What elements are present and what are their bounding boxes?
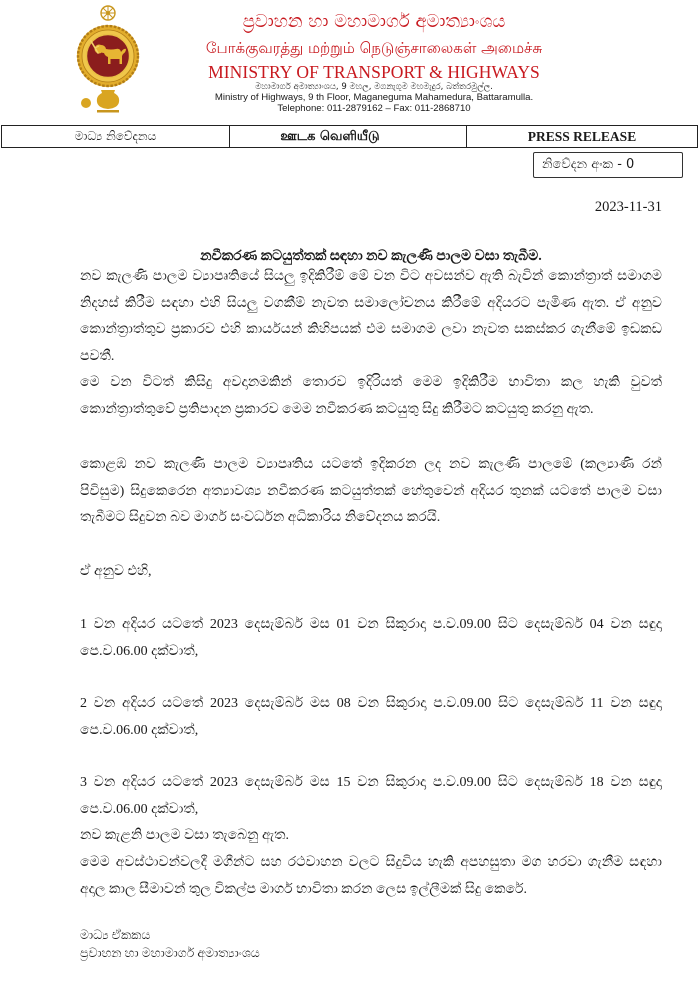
sri-lanka-emblem-icon	[75, 4, 141, 116]
phase-3	[80, 770, 662, 823]
paragraph-line: කොන්ත්‍රාත්තුව ප්‍රකාරව එහි කාර්යයන් කිහිපයක් එම සමාගම ලවා නැවත සකස්කර ගැනීමේ ඉඩකඩ	[80, 322, 662, 338]
paragraph-line: තැබීමට සිදුවන බව මාර්ග සංවර්ධන අධිකාරිය නිවේදනය කරයි.	[80, 510, 441, 526]
paragraph-line: 1 වන අදියර යටතේ 2023 දෙසැම්බර් මස 01 වන සිකුරාදා ප.ව.09.00 සිට දෙසැම්බර් 04 වන සඳුදා	[80, 617, 662, 632]
ministry-name-english: MINISTRY OF TRANSPORT & HIGHWAYS	[208, 62, 540, 82]
paragraph-line: පෙ.ව.06.00 දක්වාත්,	[80, 801, 199, 817]
pot-icon	[97, 90, 119, 113]
paragraph-line: පිවිසුම) සිදුකෙරෙන අත්‍යාවශ්‍ය නවීකරණ කටයුත්තක් හේතුවෙන් අදියර තුනක් යටතේ පාලම වසා	[80, 483, 662, 499]
moon-icon	[125, 98, 130, 108]
release-date: 2023-11-31	[594, 199, 662, 215]
press-release-label-row	[1, 125, 698, 148]
paragraph-line: පෙ.ව.06.00 දක්වාත්,	[80, 643, 199, 659]
media-unit: මාධ්‍ය ඒකකය	[80, 928, 151, 942]
signature-block	[80, 926, 662, 962]
paragraph-line: මෙම අවස්ථාවන්වලදී මගීන්ට සහ රථවාහන වලට සිදුවිය හැකි අපහසුතා මග හරවා ගැනීම සඳහා	[80, 855, 662, 870]
paragraph-line: 2 වන අදියර යටතේ 2023 දෙසැම්බර් මස 08 වන සිකුරාදා ප.ව.09.00 සිට දෙසැම්බර් 11 වන සඳුදා	[80, 696, 662, 711]
paragraph-line: පවතී.	[80, 348, 115, 364]
label-tamil: ஊடக வெளியீடு	[230, 126, 467, 147]
paragraph-line: කොන්ත්‍රාත්තුවේ ප්‍රතිපාදන ප්‍රකාරව මෙම නවීකරණ කටයුතු සිදු කිරීමට කටයුතු කරනු ඇත.	[80, 401, 594, 417]
paragraph-line: කොළඹ නව කැලණි පාලම ව්‍යාපෘතිය යටතේ ඉදිකරන ලද නව කැලණි පාලමේ (කල්‍යාණි රන්	[80, 457, 662, 472]
address-english: Ministry of Highways, 9 th Floor, Maganeguma Mahamedura, Battaramulla.	[214, 91, 534, 103]
phase-1	[80, 612, 662, 665]
paragraph-line: නව කැළනි පාලම වසා තැබෙනු ඇත.	[80, 828, 290, 843]
paragraph-line: මෙ වන විටත් කිසිදු අවදානමකින් තොරව ඉදිරියත් මෙම ඉදිකිරීම භාවිතා කල හැකි වුවත්	[80, 375, 662, 390]
paragraph-line: ඒ අනුව එහි,	[80, 564, 152, 579]
paragraph-line: 3 වන අදියර යටතේ 2023 දෙසැම්බර් මස 15 වන සිකුරාදා ප.ව.09.00 සිට දෙසැම්බර් 18 වන සඳුදා	[80, 775, 662, 790]
ministry-name-sinhala: ප්‍රවාහන හා මහාමාර්ග අමාත්‍යාංශය	[242, 11, 506, 32]
paragraph-2	[80, 370, 662, 423]
phases-intro	[80, 559, 662, 586]
label-sinhala: මාධ්‍ය නිවේදනය	[2, 126, 230, 147]
closing-paragraph	[80, 850, 662, 903]
ministry-signature: ප්‍රවාහන හා මහාමාර්ග අමාත්‍යාංශය	[80, 946, 260, 960]
paragraph-line: අදාල කාල සීමාවන් තුල විකල්ප මාර්ග භාවිතා කරන ලෙස ඉල්ලීමක් සිදු කෙරේ.	[80, 881, 528, 897]
label-english: PRESS RELEASE	[527, 129, 637, 144]
phase-2	[80, 691, 662, 744]
page-title: නවීකරණ කටයුත්තක් සඳහා නව කැලණි පාලම වසා තැබීම.	[200, 249, 542, 264]
ministry-name-tamil: போக்குவரத்து மற்றும் நெடுஞ்சாலைகள் அமைச்சு	[205, 39, 543, 57]
paragraph-3	[80, 452, 662, 532]
notice-number-box: නිවේදන අංක - 0	[533, 152, 683, 178]
paragraph-line: පෙ.ව.06.00 දක්වාත්,	[80, 722, 199, 738]
paragraph-1	[80, 264, 662, 370]
sun-icon	[81, 98, 91, 108]
address-sinhala: මහාමාර්ග අමාත්‍යාංශය, 9 මහල, මගනැගුම මහමැදුර, බත්තරමුල්ල.	[255, 82, 493, 92]
contact-numbers: Telephone: 011-2879162 – Fax: 011-2868710	[277, 102, 471, 114]
closing-line	[80, 823, 662, 850]
paragraph-line: නව කැලණි පාලම ව්‍යාපෘතියේ සියලු ඉදිකිරීම් මේ වන විට අවසන්ව ඇති බැවින් කොන්ත්‍රාත් සමාගම	[80, 269, 662, 284]
paragraph-line: නිදහස් කිරීම සඳහා එහි සියලු වගකීම් නැවත සමාලෝචනය කිරීමේ අදියරට පැමිණ ඇත. ඒ අනුව	[80, 295, 662, 311]
dharma-wheel-icon	[101, 6, 115, 20]
